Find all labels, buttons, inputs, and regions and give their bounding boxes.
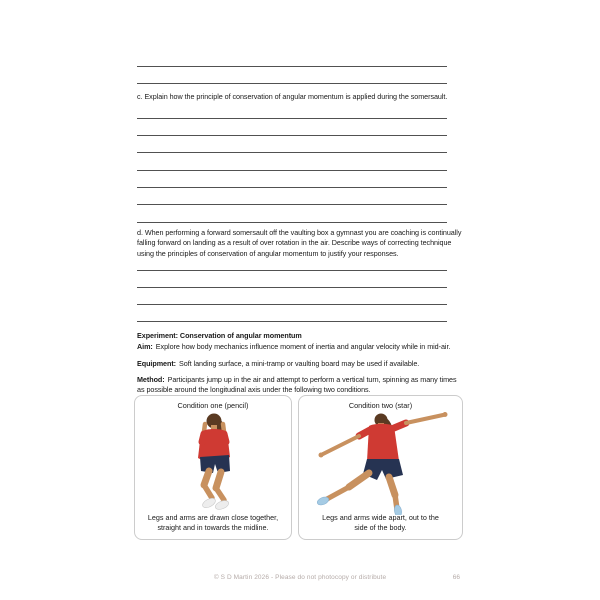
method-text: Participants jump up in the air and attempt to perform a vertical turn, spinning as many times as possible around the longitudinal axis under the following two conditions.: [137, 375, 457, 395]
condition-one-caption: Legs and arms are drawn close together, straight and in towards the midline.: [147, 513, 279, 532]
condition-two-box: [298, 395, 463, 540]
answer-line: [137, 187, 447, 188]
answer-line: [137, 287, 447, 288]
answer-line: [137, 270, 447, 271]
experiment-method: [137, 375, 461, 396]
answer-line: [137, 321, 447, 322]
answer-line: [137, 83, 447, 84]
answer-line: [137, 118, 447, 119]
method-label: Method:: [137, 375, 165, 384]
answer-line: [137, 152, 447, 153]
copyright-footer: © S D Martin 2026 - Please do not photocopy or distribute: [213, 574, 387, 581]
equipment-text: Soft landing surface, a mini-tramp or vaulting board may be used if available.: [179, 359, 420, 368]
answer-line: [137, 66, 447, 67]
girl-jumping-pencil-photo: [135, 411, 291, 515]
condition-one-box: [134, 395, 292, 540]
girl-jumping-star-photo: [299, 411, 462, 515]
star-jump-figure: [311, 411, 451, 515]
answer-line: [137, 222, 447, 223]
aim-label: Aim:: [137, 342, 153, 351]
experiment-equipment: [137, 359, 464, 369]
aim-text: Explore how body mechanics influence moment of inertia and angular velocity while in mid-air.: [155, 342, 451, 351]
equipment-label: Equipment:: [137, 359, 177, 368]
question-d-text: d. When performing a forward somersault off the vaulting box a gymnast you are coaching is continually falling forward on landing as a result of over rotation in the air. Describe ways of correcting technique using the principles of conservation of angular momentum to justify your responses.: [137, 228, 462, 258]
question-c-text: c. Explain how the principle of conservation of angular momentum is applied during the somersault.: [137, 92, 448, 101]
page-number: 66: [452, 574, 460, 581]
answer-line: [137, 170, 447, 171]
condition-one-title: Condition one (pencil): [177, 401, 249, 410]
pencil-jump-figure: [178, 411, 248, 515]
answer-line: [137, 204, 447, 205]
answer-line: [137, 135, 447, 136]
experiment-aim: [137, 342, 464, 352]
experiment-heading: Experiment: Conservation of angular momentum: [137, 331, 302, 340]
condition-two-title: Condition two (star): [348, 401, 413, 410]
answer-line: [137, 304, 447, 305]
condition-two-caption: Legs and arms wide apart, out to the side of the body.: [322, 513, 439, 532]
